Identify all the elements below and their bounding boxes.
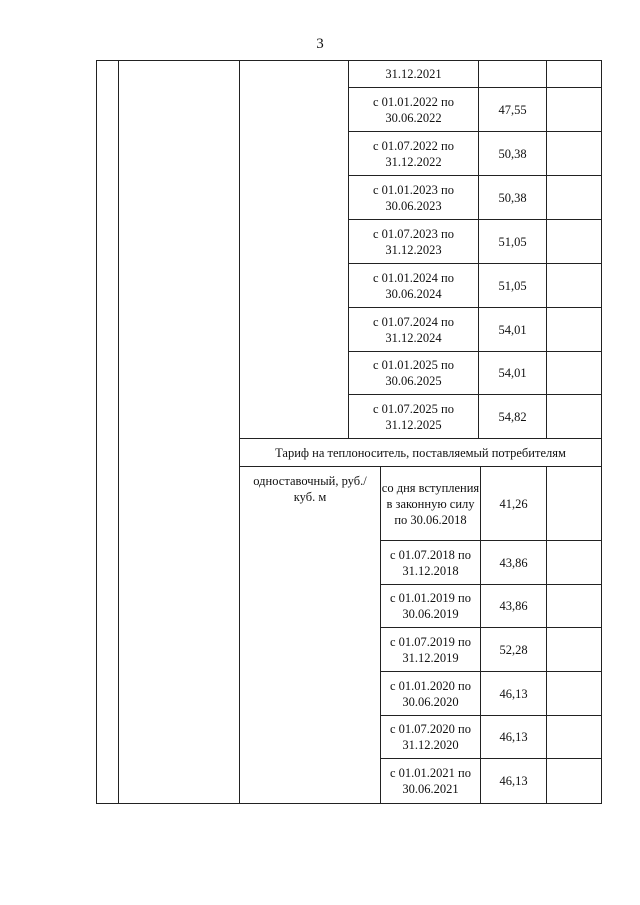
- tariff-value: 52,28: [499, 642, 528, 657]
- page-number: 3: [316, 36, 324, 52]
- period-cell: с 01.01.2024 по 30.06.2024: [373, 270, 454, 301]
- tariff-value: 46,13: [499, 686, 528, 701]
- period-cell: с 01.01.2020 по 30.06.2020: [390, 678, 471, 709]
- period-cell: с 01.07.2025 по 31.12.2025: [373, 401, 454, 432]
- tariff-value: 46,13: [499, 730, 528, 744]
- period-cell: с 01.07.2019 по 31.12.2019: [390, 634, 471, 665]
- period-cell: с 01.01.2022 по 30.06.2022: [373, 94, 454, 125]
- period-cell: с 01.07.2020 по 31.12.2020: [390, 722, 471, 752]
- section-header: Тариф на теплоноситель, поставляемый потребителям: [275, 445, 566, 460]
- unit-label: одноставочный, руб./куб. м: [253, 474, 367, 504]
- tariff-value: 54,01: [498, 366, 527, 380]
- period-cell: с 01.01.2021 по 30.06.2021: [390, 766, 471, 796]
- tariff-value: 43,86: [499, 599, 528, 613]
- tariff-value: 54,01: [498, 322, 527, 337]
- period-cell: с 01.01.2025 по 30.06.2025: [373, 358, 454, 388]
- tariff-value: 46,13: [499, 774, 528, 788]
- tariff-value: 43,86: [499, 555, 528, 570]
- tariff-value: 50,38: [498, 190, 527, 205]
- tariff-value: 51,05: [498, 234, 527, 249]
- tariff-value: 41,26: [499, 496, 528, 511]
- tariff-value: 54,82: [498, 409, 527, 424]
- tariff-value: [479, 61, 546, 87]
- period-cell: с 01.01.2019 по 30.06.2019: [390, 591, 471, 621]
- period-cell: с 01.01.2023 по 30.06.2023: [373, 182, 454, 213]
- tariff-value: 47,55: [498, 102, 527, 117]
- tariff-value: 51,05: [498, 278, 527, 293]
- period-cell: с 01.07.2024 по 31.12.2024: [373, 314, 454, 345]
- period-cell: 31.12.2021: [385, 67, 442, 81]
- period-cell: с 01.07.2018 по 31.12.2018: [390, 547, 471, 578]
- period-cell: со дня вступления в законную силу по 30.06.2018: [381, 480, 480, 527]
- period-cell: с 01.07.2022 по 31.12.2022: [373, 138, 454, 169]
- tariff-value: 50,38: [498, 146, 527, 161]
- period-cell: с 01.07.2023 по 31.12.2023: [373, 226, 454, 257]
